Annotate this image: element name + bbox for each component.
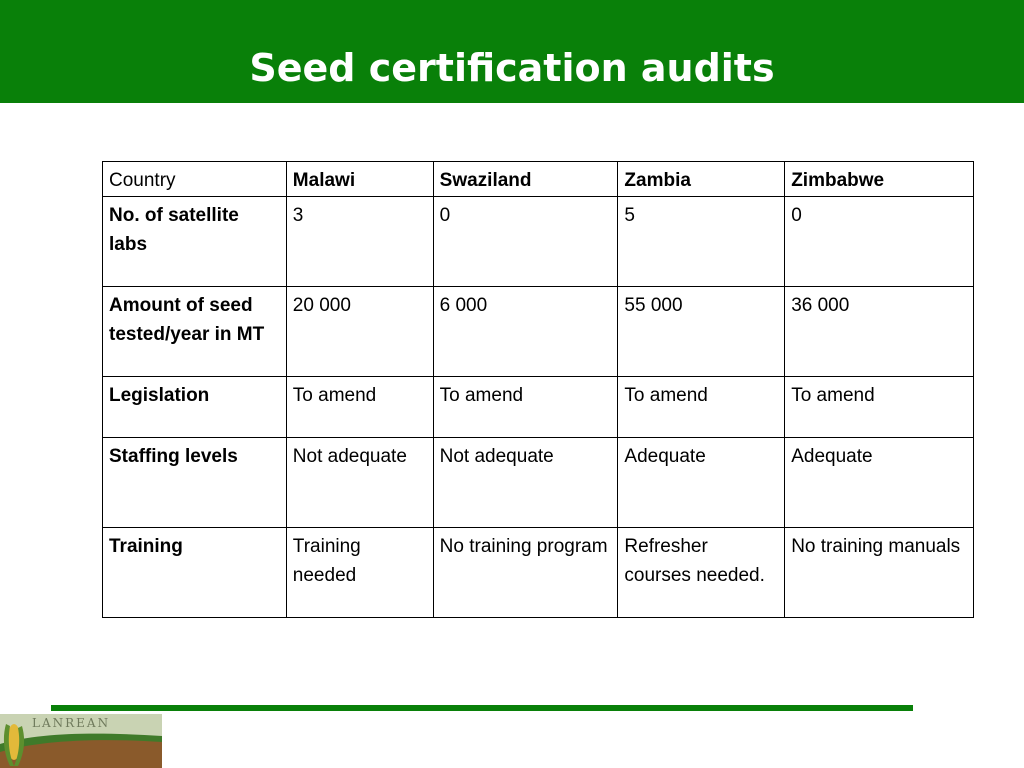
table-cell: 20 000 xyxy=(286,286,433,376)
row-label: Amount of seed tested/year in MT xyxy=(103,286,287,376)
table-cell: 3 xyxy=(286,196,433,286)
table-cell: No training manuals xyxy=(785,527,974,617)
table-cell: 36 000 xyxy=(785,286,974,376)
table-cell: 5 xyxy=(618,196,785,286)
row-label: Staffing levels xyxy=(103,437,287,527)
header-cell: Country xyxy=(103,162,287,197)
table-cell: Adequate xyxy=(618,437,785,527)
table-cell: To amend xyxy=(433,376,618,437)
footer-divider xyxy=(51,705,913,711)
logo-text: LANREAN xyxy=(32,716,111,730)
table-cell: No training program xyxy=(433,527,618,617)
table-cell: Not adequate xyxy=(286,437,433,527)
audit-table xyxy=(102,161,974,618)
header-cell: Malawi xyxy=(286,162,433,197)
table-row xyxy=(103,286,974,376)
table-cell: Adequate xyxy=(785,437,974,527)
table-cell: Training needed xyxy=(286,527,433,617)
header-cell: Zimbabwe xyxy=(785,162,974,197)
table-cell: To amend xyxy=(618,376,785,437)
table-cell: To amend xyxy=(286,376,433,437)
row-label: No. of satellite labs xyxy=(103,196,287,286)
table-cell: 0 xyxy=(785,196,974,286)
header-cell: Zambia xyxy=(618,162,785,197)
table-cell: 6 000 xyxy=(433,286,618,376)
lanreaan-logo xyxy=(0,714,162,768)
table-row xyxy=(103,527,974,617)
table-cell: To amend xyxy=(785,376,974,437)
header-cell: Swaziland xyxy=(433,162,618,197)
row-label: Training xyxy=(103,527,287,617)
slide-title: Seed certification audits xyxy=(249,46,775,90)
table-row xyxy=(103,437,974,527)
table-row xyxy=(103,196,974,286)
table-row xyxy=(103,376,974,437)
table-cell: Not adequate xyxy=(433,437,618,527)
table-cell: Refresher courses needed. xyxy=(618,527,785,617)
table-cell: 0 xyxy=(433,196,618,286)
table-cell: 55 000 xyxy=(618,286,785,376)
table-header-row xyxy=(103,162,974,197)
row-label: Legislation xyxy=(103,376,287,437)
